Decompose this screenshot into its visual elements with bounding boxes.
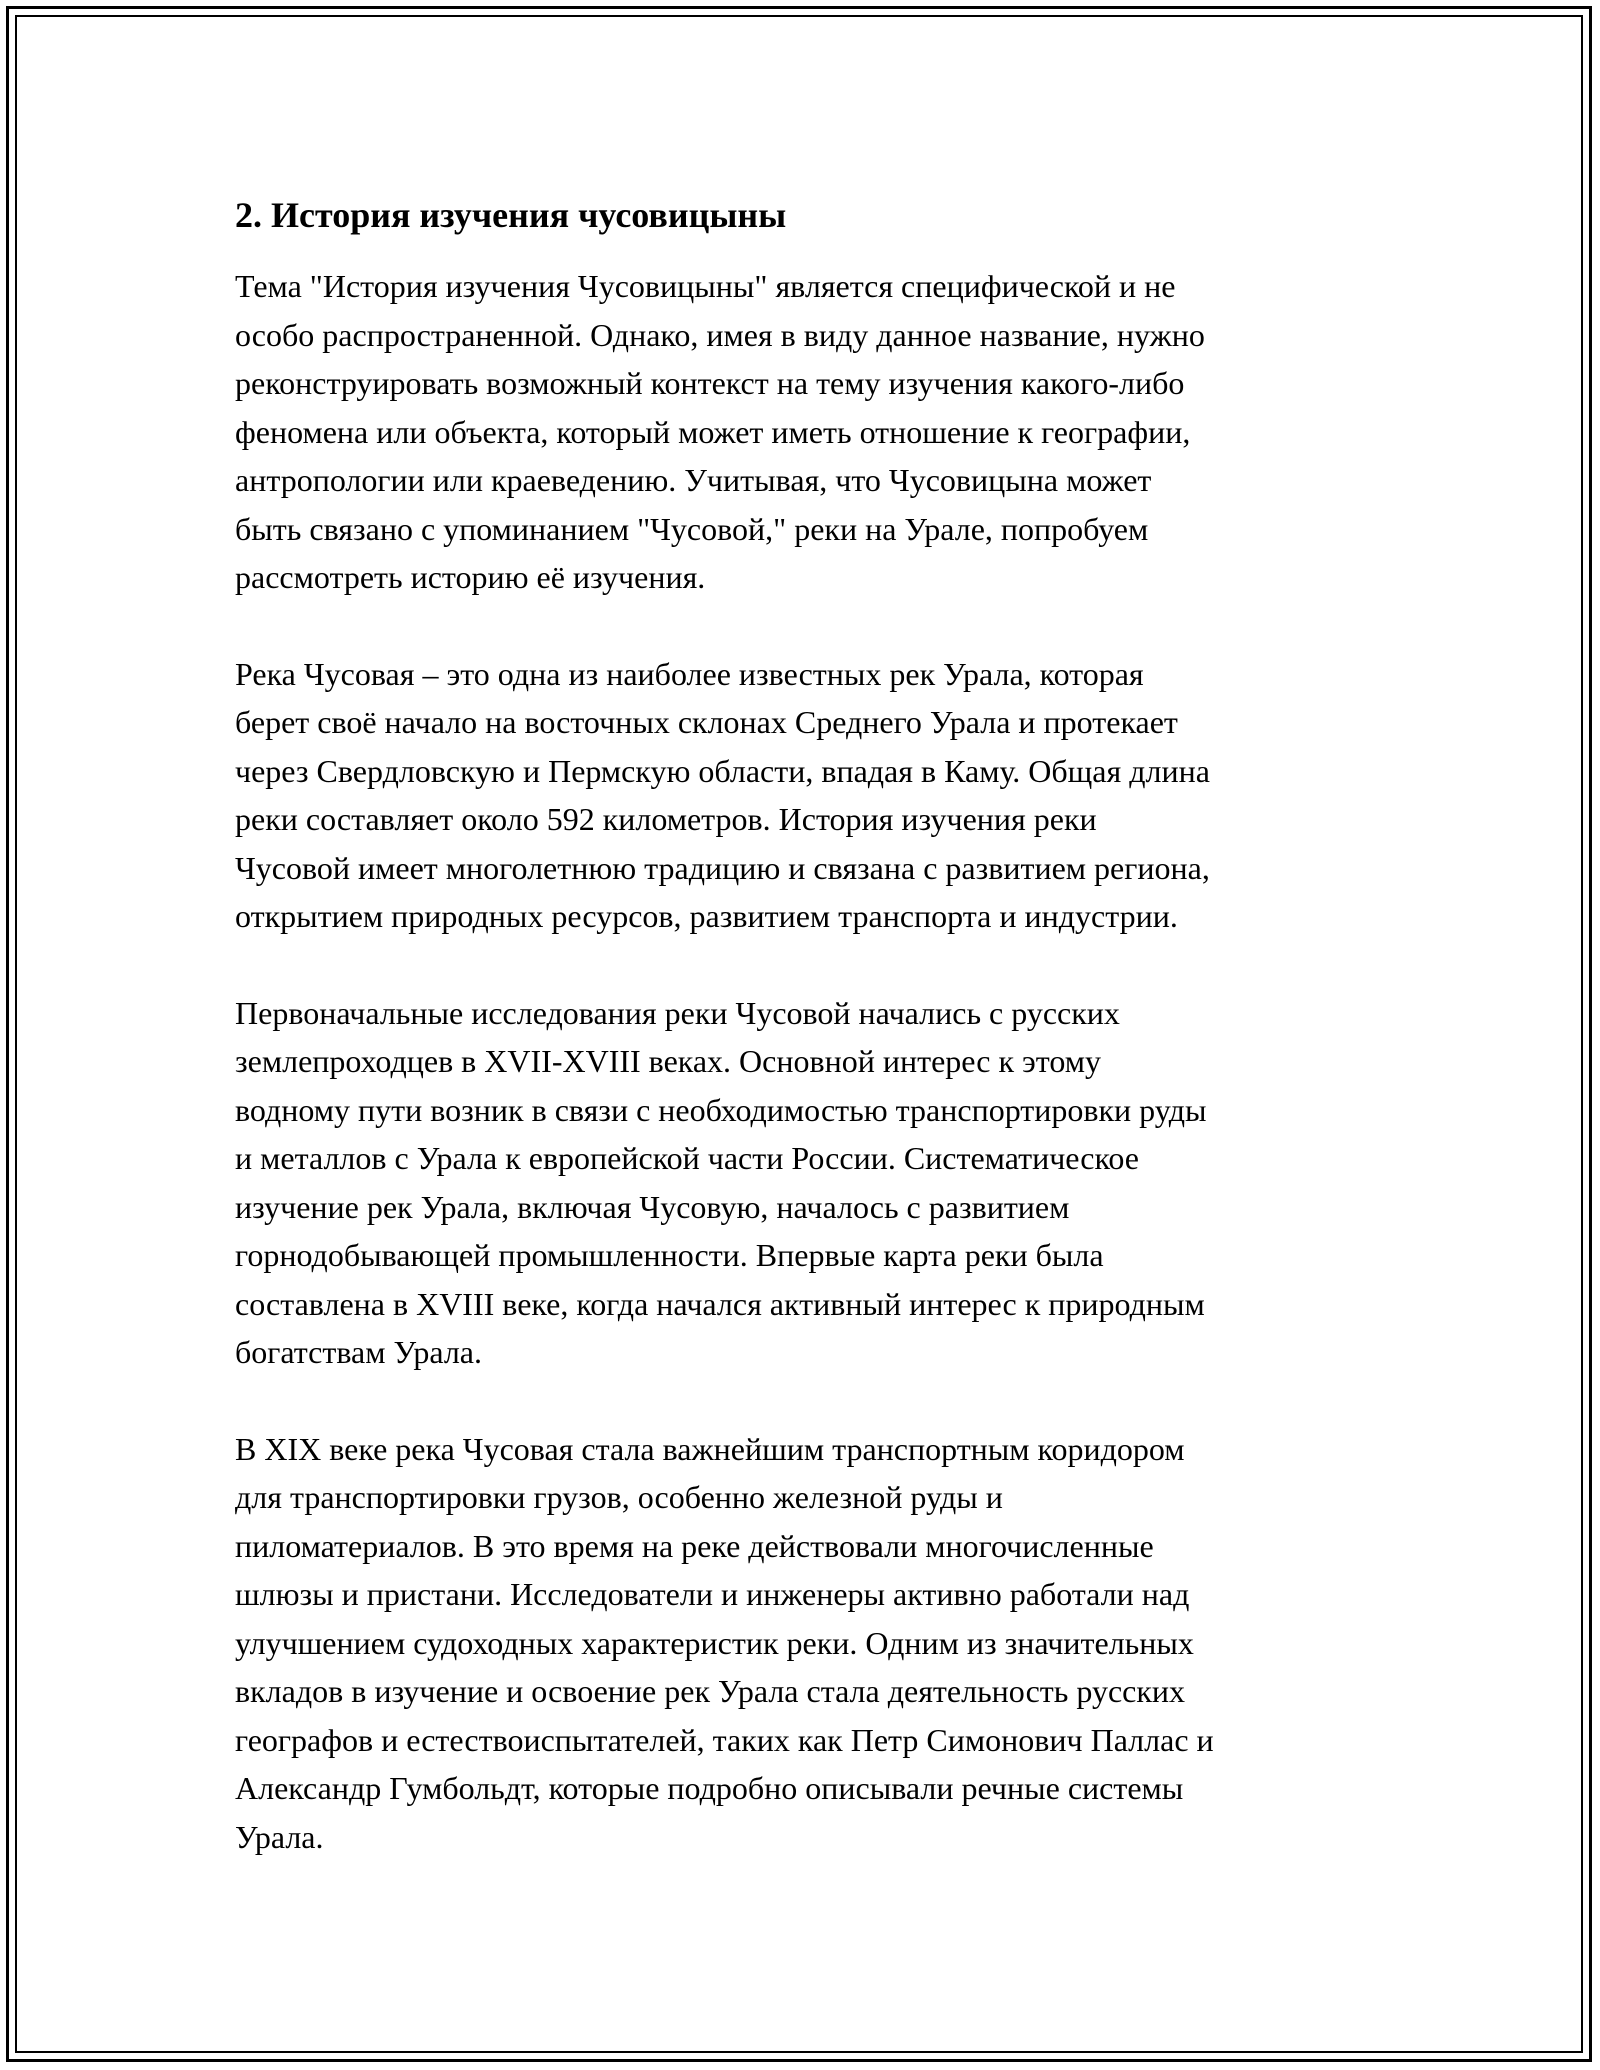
- paragraph-19th-century: В XIX веке река Чусовая стала важнейшим транспортным коридором для транспортировки грузов, особенно железной руды и пиломатериалов. В это время на реке действовали многочисленные шлюзы и пристани. Исследователи и инженеры активно работали над улучшением судоходных характеристик реки. Одним из значительных вкладов в изучение и освоение рек Урала стала деятельность русских географов и естествоиспытателей, таких как Петр Симонович Паллас и Александр Гумбольдт, которые подробно описывали речные системы Урала.: [235, 1430, 1214, 1855]
- paragraph-river-overview: Река Чусовая – это одна из наиболее известных рек Урала, которая берет своё начало на восточных склонах Среднего Урала и протекает через Свердловскую и Пермскую области, впадая в Каму. Общая длина реки составляет около 592 километров. История изучения реки Чусовой имеет многолетнюю традицию и связана с развитием региона, открытием природных ресурсов, развитием транспорта и индустрии.: [235, 655, 1210, 934]
- document-body: [235, 186, 1375, 1909]
- paragraph-intro: Тема "История изучения Чусовицыны" является специфической и не особо распространенной. Однако, имея в виду данное название, нужно реконструировать возможный контекст на тему изучения какого-либо феномена или объекта, который может иметь отношение к географии, антропологии или краеведению. Учитывая, что Чусовицына может быть связано с упоминанием "Чусовой," реки на Урале, попробуем рассмотреть историю её изучения.: [235, 268, 1205, 595]
- section-title: 2. История изучения чусовицыны: [235, 195, 787, 235]
- paragraph-early-research: Первоначальные исследования реки Чусовой начались с русских землепроходцев в XVII-XVIII веках. Основной интерес к этому водному пути возник в связи с необходимостью транспортировки руды и металлов с Урала к европейской части России. Систематическое изучение рек Урала, включая Чусовую, началось с развитием горнодобывающей промышленности. Впервые карта реки была составлена в XVIII веке, когда начался активный интерес к природным богатствам Урала.: [235, 994, 1207, 1370]
